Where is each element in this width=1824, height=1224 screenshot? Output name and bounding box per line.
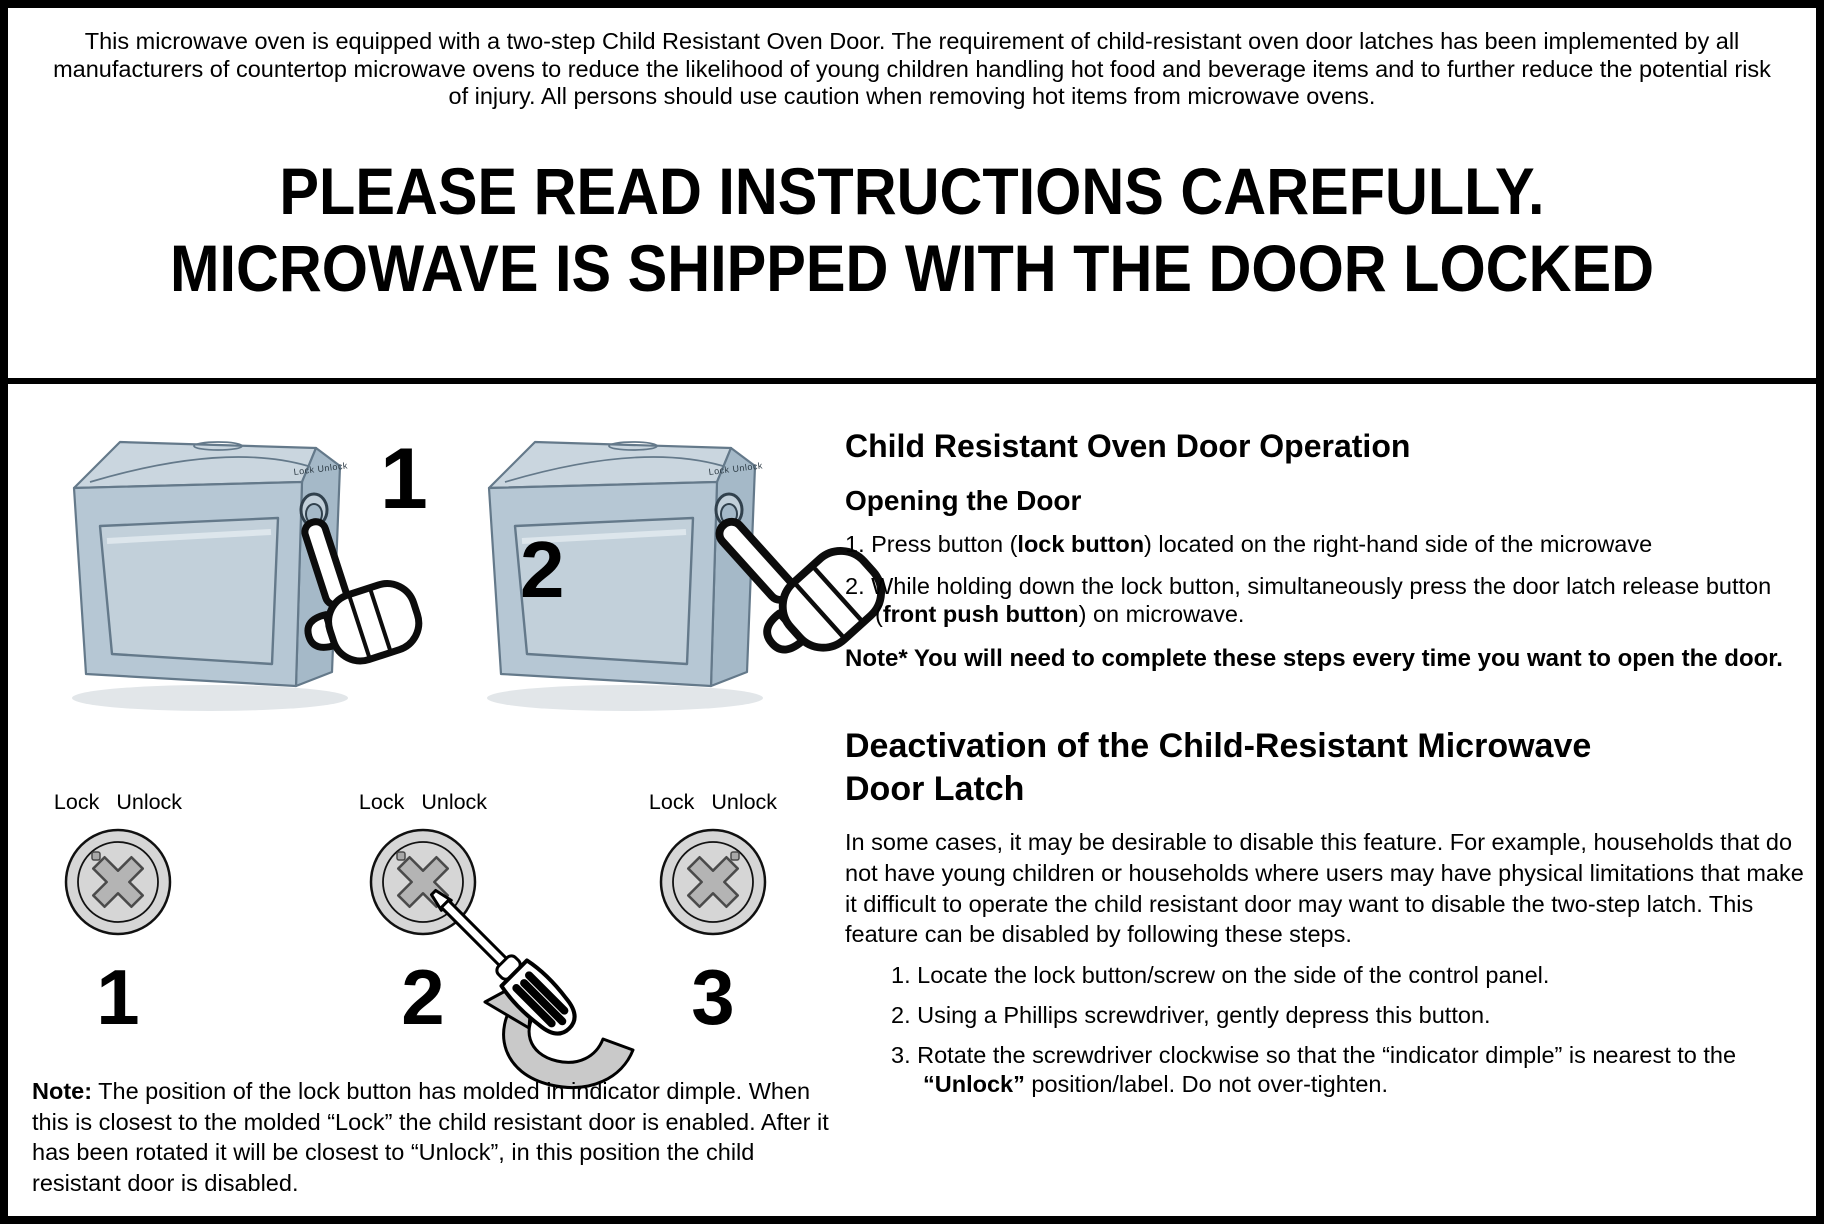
opening-step-1: 1. Press button (lock button) located on the right-hand side of the microwave bbox=[845, 531, 1653, 557]
deactivation-intro: In some cases, it may be desirable to disable this feature. For example, households that do not have young children or households where users may have physical limitations that make it difficult to operate the child resistant door may want to disable the two-step latch. This feature can be disabled by following these steps. bbox=[845, 829, 1804, 948]
dial-labels bbox=[633, 790, 793, 815]
indicator-dimple bbox=[397, 852, 405, 860]
dial-labels bbox=[38, 790, 198, 815]
deactivation-title bbox=[845, 725, 1813, 811]
microwave-top-face bbox=[74, 442, 316, 488]
main-heading bbox=[98, 153, 1725, 307]
dial-note: Note: The position of the lock button has molded in indicator dimple. When this is closest to the molded “Lock” the child resistant door is enabled. After it has been rotated it will be closest to “Unlock”, in this position the child resistant door is disabled. bbox=[32, 1078, 829, 1196]
lock-label: Lock bbox=[648, 790, 695, 814]
press-step-number-1: 1 bbox=[380, 431, 428, 527]
unlock-label: Unlock bbox=[711, 790, 778, 814]
main-heading-line1: PLEASE READ INSTRUCTIONS CAREFULLY. bbox=[279, 153, 1545, 228]
microwave-shadow bbox=[487, 685, 763, 711]
lock-dial-figure-1 bbox=[38, 790, 198, 1070]
operation-title: Child Resistant Oven Door Operation bbox=[845, 428, 1411, 464]
lock-dial-figure-3 bbox=[633, 790, 793, 1070]
deactivation-step-1: 1. Locate the lock button/screw on the side of the control panel. bbox=[891, 962, 1550, 989]
lock-label: Lock bbox=[358, 790, 405, 814]
deactivation-steps bbox=[891, 961, 1813, 1099]
deactivation-section bbox=[845, 725, 1813, 1099]
microwave-shadow bbox=[72, 685, 348, 711]
indicator-dimple bbox=[92, 852, 100, 860]
dial-step-number: 3 bbox=[691, 953, 735, 1041]
press-step-number-2: 2 bbox=[520, 525, 565, 614]
microwave-top-face bbox=[489, 442, 731, 488]
microwave-press-step2-illustration bbox=[465, 420, 805, 720]
deactivation-step-3: 3. Rotate the screwdriver clockwise so that the “indicator dimple” is nearest to the “Unlock” position/label. Do not over-tighten. bbox=[891, 1042, 1737, 1098]
lock-label: Lock bbox=[53, 790, 100, 814]
lock-dial-figure-2 bbox=[343, 790, 503, 1070]
lock-dial-icon bbox=[657, 826, 769, 938]
deactivation-title-line2: Door Latch bbox=[845, 770, 1025, 808]
deactivation-title-line1: Deactivation of the Child-Resistant Microwave bbox=[845, 727, 1592, 765]
side-lock-unlock-label: Lock Unlock bbox=[708, 460, 764, 477]
opening-door-subtitle: Opening the Door bbox=[845, 485, 1082, 516]
section-divider bbox=[8, 378, 1816, 384]
unlock-label: Unlock bbox=[421, 790, 488, 814]
dial-step-number: 2 bbox=[401, 953, 445, 1041]
opening-note: Note* You will need to complete these steps every time you want to open the door. bbox=[845, 644, 1783, 672]
unlock-label: Unlock bbox=[116, 790, 183, 814]
side-lock-unlock-label: Lock Unlock bbox=[293, 460, 349, 477]
note-label: Note: bbox=[32, 1078, 93, 1104]
instructions-column bbox=[845, 428, 1813, 1099]
indicator-dimple bbox=[731, 852, 739, 860]
microwave-press-step1-illustration bbox=[50, 420, 390, 720]
dial-step-number: 1 bbox=[96, 953, 140, 1041]
opening-step-2: 2. While holding down the lock button, simultaneously press the door latch release button (front push button) on microwave. bbox=[845, 572, 1772, 627]
main-heading-line2: MICROWAVE IS SHIPPED WITH THE DOOR LOCKED bbox=[170, 230, 1654, 305]
top-notice-paragraph: This microwave oven is equipped with a two-step Child Resistant Oven Door. The requirement of child-resistant oven door latches has been implemented by all manufacturers of countertop microwave ovens to reduce the likelihood of young children handling hot food and beverage items and to further reduce the potential risk of injury. All persons should use caution when removing hot items from microwave ovens. bbox=[53, 28, 1771, 109]
lock-dial-icon bbox=[62, 826, 174, 938]
dial-labels bbox=[343, 790, 503, 815]
deactivation-step-2: 2. Using a Phillips screwdriver, gently depress this button. bbox=[891, 1002, 1491, 1029]
